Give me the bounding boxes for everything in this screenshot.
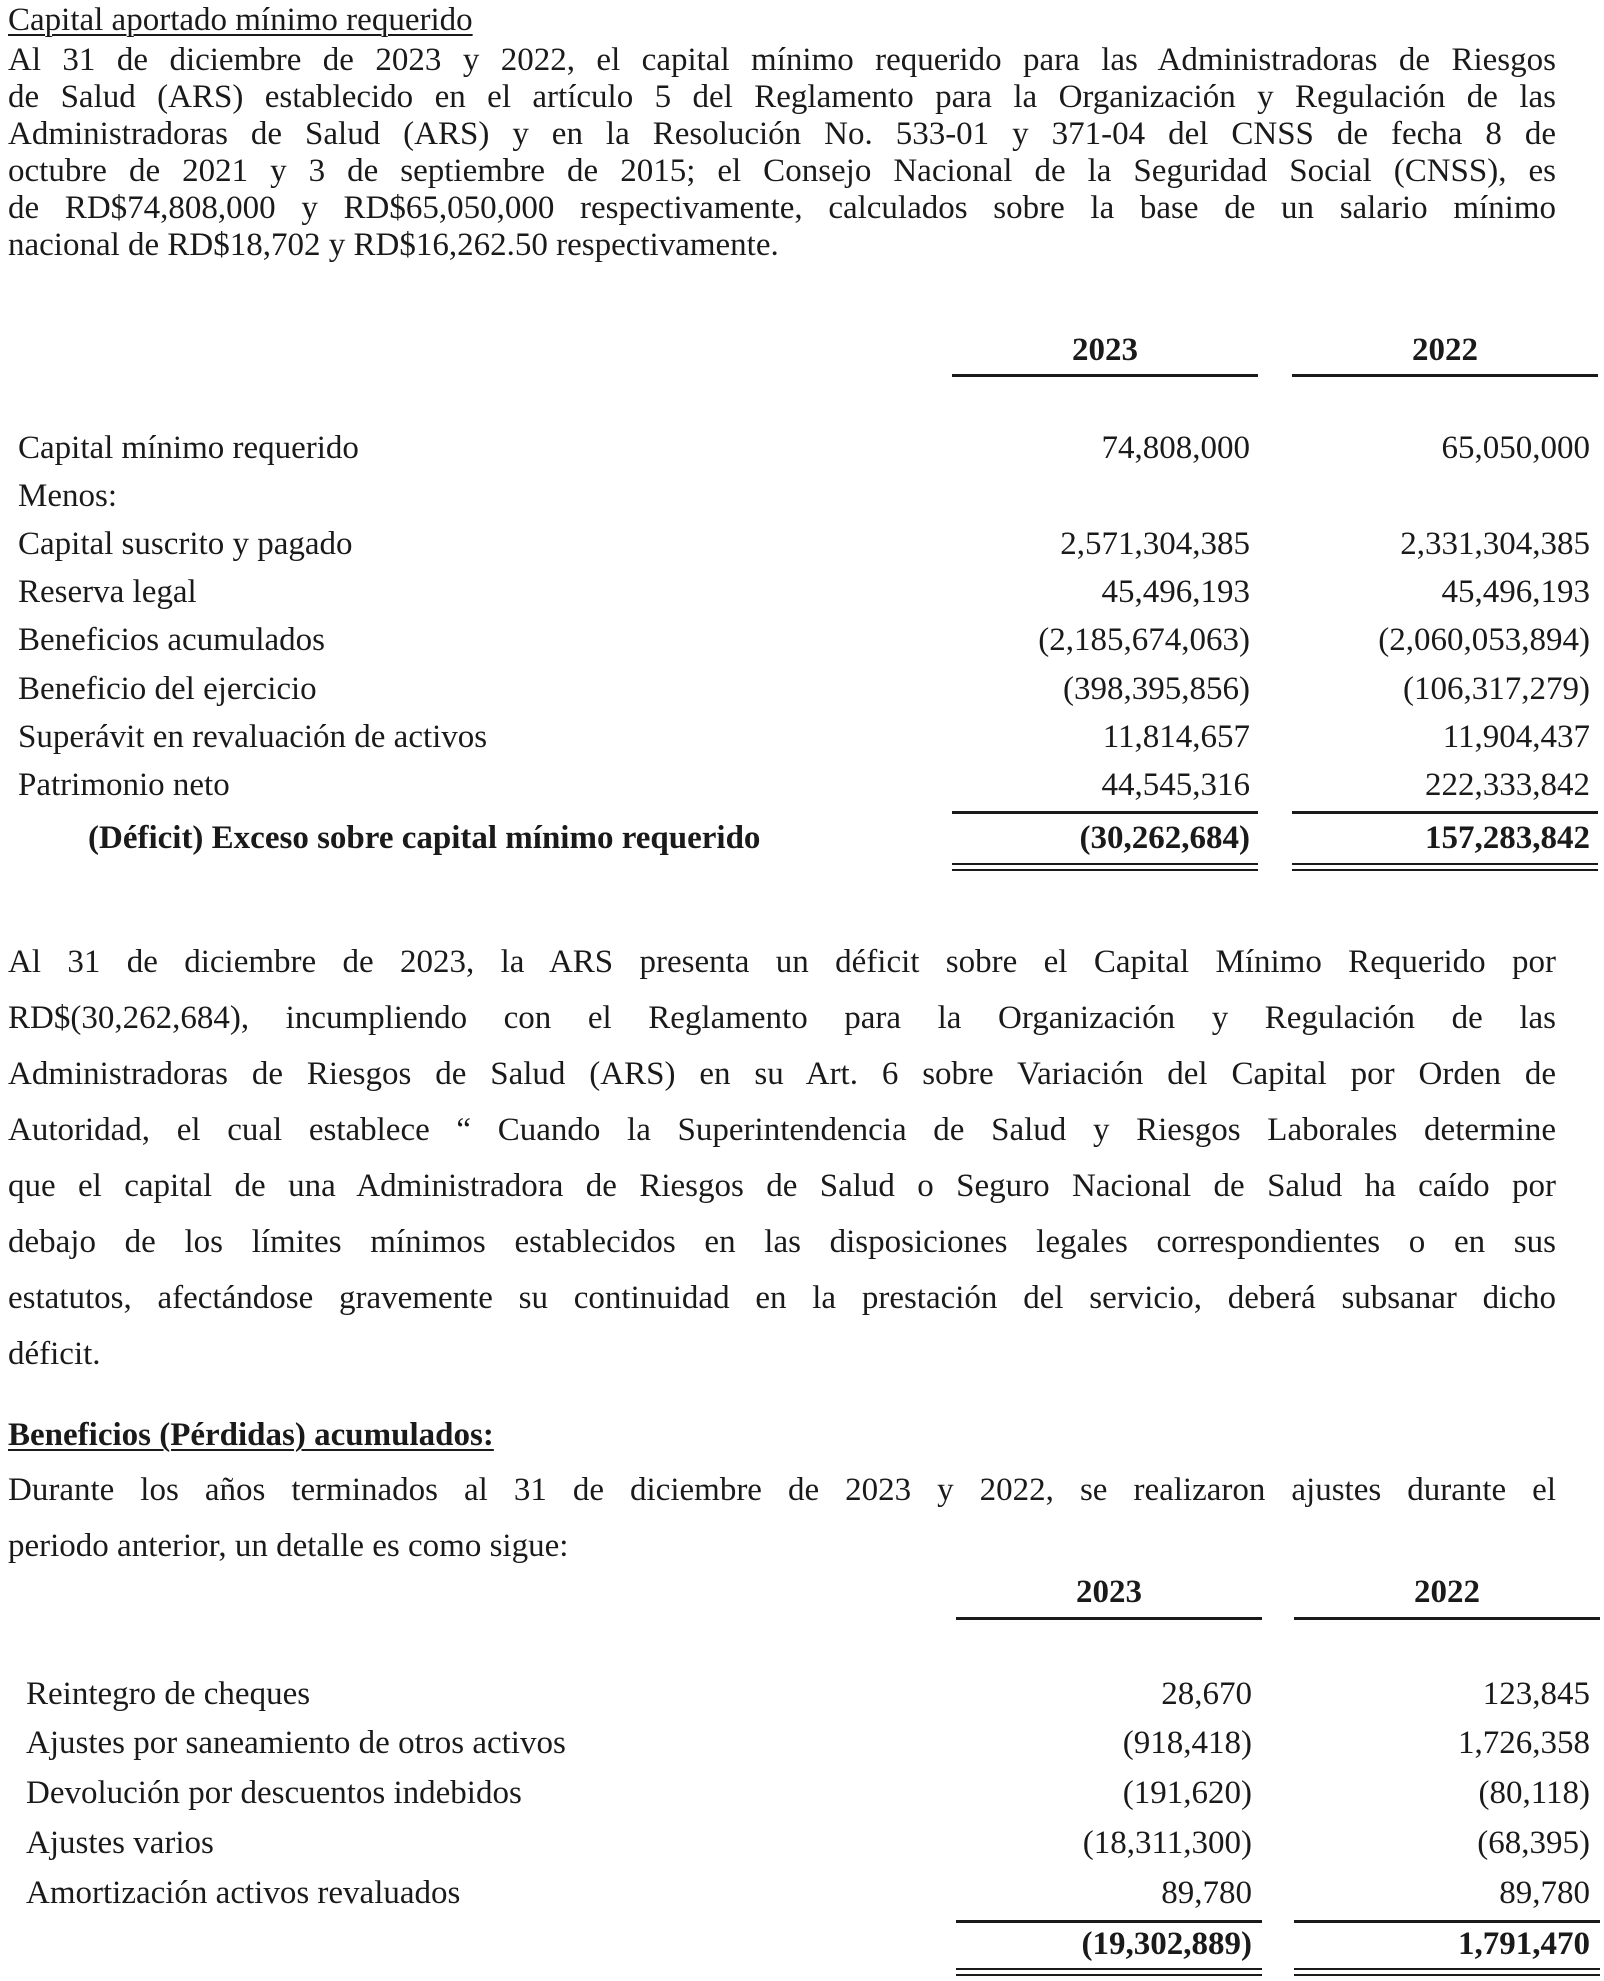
value-2023: (918,418) <box>1122 1725 1252 1761</box>
column-header-2022: 2022 <box>1414 1574 1480 1610</box>
paragraph-line: que el capital de una Administradora de Riesgos de Salud o Seguro Nacional de Salud ha caído por <box>8 1168 1556 1204</box>
paragraph-line: Autoridad, el cual establece “ Cuando la Superintendencia de Salud y Riesgos Laborales determine <box>8 1112 1556 1148</box>
paragraph-line: estatutos, afectándose gravemente su continuidad en la prestación del servicio, deberá subsanar dicho <box>8 1280 1556 1316</box>
total-value-2022: 157,283,842 <box>1425 820 1590 856</box>
paragraph-line: nacional de RD$18,702 y RD$16,262.50 respectivamente. <box>8 227 779 263</box>
total-value-2023: (30,262,684) <box>1079 820 1250 856</box>
header-rule <box>1292 374 1598 377</box>
header-rule <box>952 374 1258 377</box>
header-rule <box>956 1617 1262 1620</box>
value-2022: 222,333,842 <box>1425 767 1590 803</box>
value-2022: (68,395) <box>1477 1825 1590 1861</box>
row-label: Patrimonio neto <box>18 767 230 803</box>
section-heading-capital: Capital aportado mínimo requerido <box>8 2 473 38</box>
total-label: (Déficit) Exceso sobre capital mínimo requerido <box>88 820 761 856</box>
value-2023: (191,620) <box>1122 1775 1252 1811</box>
value-2023: 89,780 <box>1161 1875 1252 1911</box>
value-2022: 2,331,304,385 <box>1400 526 1590 562</box>
row-label: Ajustes varios <box>26 1825 214 1861</box>
value-2023: 45,496,193 <box>1101 574 1250 610</box>
row-label: Beneficios acumulados <box>18 622 325 658</box>
value-2023: (2,185,674,063) <box>1038 622 1250 658</box>
subtotal-rule <box>956 1920 1262 1923</box>
value-2022: 1,726,358 <box>1458 1725 1590 1761</box>
row-label: Devolución por descuentos indebidos <box>26 1775 522 1811</box>
subtotal-rule <box>952 811 1258 814</box>
row-label: Ajustes por saneamiento de otros activos <box>26 1725 566 1761</box>
paragraph-line: de RD$74,808,000 y RD$65,050,000 respectivamente, calculados sobre la base de un salario mínimo <box>8 190 1556 226</box>
paragraph-line: octubre de 2021 y 3 de septiembre de 2015; el Consejo Nacional de la Seguridad Social (CNSS), es <box>8 153 1556 189</box>
subtotal-rule <box>1292 811 1598 814</box>
total-value-2022: 1,791,470 <box>1458 1926 1590 1962</box>
total-double-rule <box>1294 1968 1600 1976</box>
total-double-rule <box>1292 863 1598 871</box>
paragraph-line: Administradoras de Riesgos de Salud (ARS) en su Art. 6 sobre Variación del Capital por Orden de <box>8 1056 1556 1092</box>
value-2023: 74,808,000 <box>1101 430 1250 466</box>
value-2023: 11,814,657 <box>1102 719 1250 755</box>
paragraph-line: Al 31 de diciembre de 2023, la ARS presenta un déficit sobre el Capital Mínimo Requerido por <box>8 944 1556 980</box>
total-value-2023: (19,302,889) <box>1081 1926 1252 1962</box>
value-2022: 65,050,000 <box>1441 430 1590 466</box>
row-label: Beneficio del ejercicio <box>18 671 317 707</box>
paragraph-line: Administradoras de Salud (ARS) y en la Resolución No. 533-01 y 371-04 del CNSS de fecha 8 de <box>8 116 1556 152</box>
section-heading-beneficios: Beneficios (Pérdidas) acumulados: <box>8 1417 494 1453</box>
value-2023: 2,571,304,385 <box>1060 526 1250 562</box>
row-label: Menos: <box>18 478 117 514</box>
row-label: Reintegro de cheques <box>26 1676 311 1712</box>
column-header-2023: 2023 <box>1072 332 1138 368</box>
paragraph-line: déficit. <box>8 1336 101 1372</box>
column-header-2022: 2022 <box>1412 332 1478 368</box>
row-label: Capital mínimo requerido <box>18 430 359 466</box>
value-2022: (106,317,279) <box>1403 671 1590 707</box>
paragraph-line: Durante los años terminados al 31 de diciembre de 2023 y 2022, se realizaron ajustes durante el <box>8 1472 1556 1508</box>
value-2023: 28,670 <box>1161 1676 1252 1712</box>
value-2022: 11,904,437 <box>1442 719 1590 755</box>
paragraph-line: periodo anterior, un detalle es como sigue: <box>8 1528 569 1564</box>
value-2023: (398,395,856) <box>1063 671 1250 707</box>
value-2022: (2,060,053,894) <box>1378 622 1590 658</box>
value-2022: (80,118) <box>1478 1775 1590 1811</box>
value-2022: 89,780 <box>1499 1875 1590 1911</box>
paragraph-line: debajo de los límites mínimos establecidos en las disposiciones legales correspondientes o en sus <box>8 1224 1556 1260</box>
row-label: Amortización activos revaluados <box>26 1875 461 1911</box>
subtotal-rule <box>1294 1920 1600 1923</box>
column-header-2023: 2023 <box>1076 1574 1142 1610</box>
value-2023: (18,311,300) <box>1082 1825 1252 1861</box>
paragraph-line: RD$(30,262,684), incumpliendo con el Reglamento para la Organización y Regulación de las <box>8 1000 1556 1036</box>
row-label: Superávit en revaluación de activos <box>18 719 488 755</box>
paragraph-line: Al 31 de diciembre de 2023 y 2022, el capital mínimo requerido para las Administradoras de Riesgos <box>8 42 1556 78</box>
value-2023: 44,545,316 <box>1101 767 1250 803</box>
row-label: Capital suscrito y pagado <box>18 526 353 562</box>
value-2022: 123,845 <box>1482 1676 1590 1712</box>
row-label: Reserva legal <box>18 574 197 610</box>
total-double-rule <box>952 863 1258 871</box>
total-double-rule <box>956 1968 1262 1976</box>
header-rule <box>1294 1617 1600 1620</box>
value-2022: 45,496,193 <box>1441 574 1590 610</box>
paragraph-line: de Salud (ARS) establecido en el artículo 5 del Reglamento para la Organización y Regulación de las <box>8 79 1556 115</box>
